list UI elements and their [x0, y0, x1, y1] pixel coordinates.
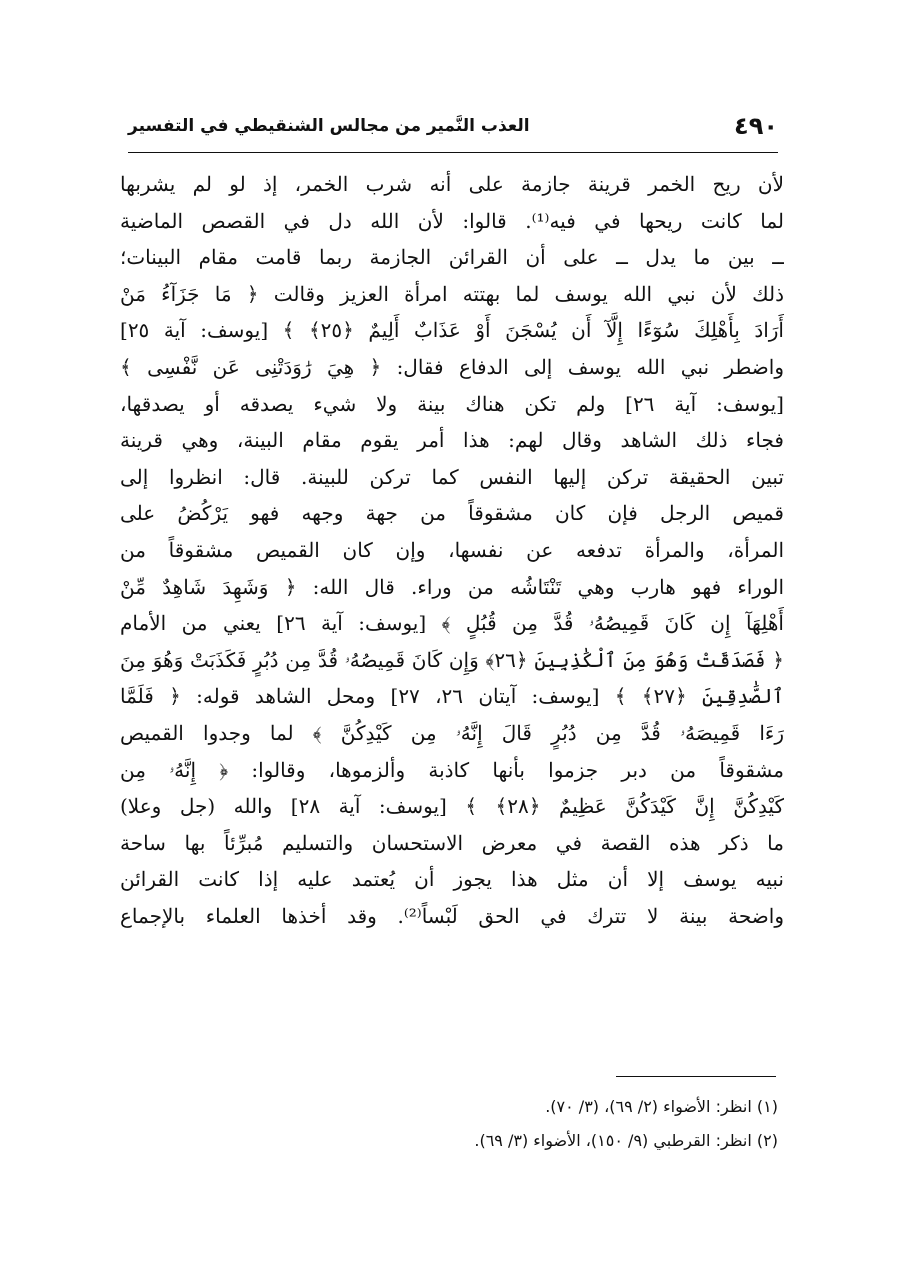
text-line: نبيه يوسف إلا أن مثل هذا يجوز أن يُعتمد عليه إذا كانت القرائن [120, 867, 784, 892]
text-line: ــ بين ما يدل ــ على أن القرائن الجازمة ربما قامت مقام البينات؛ [120, 245, 784, 270]
running-title: العذب النَّمير من مجالس الشنقيطي في التفسير [128, 116, 530, 136]
text-line: لأن ريح الخمر قرينة جازمة على أنه شرب الخمر، إذ لو لم يشربها [120, 172, 784, 196]
header-divider [128, 152, 778, 153]
text-line: مشقوقاً من دبر جزموا بأنها كاذبة وألزموها، وقالوا: ﴿ إِنَّهُۥ مِن [120, 757, 784, 782]
page-number: ٤٩٠ [734, 112, 778, 140]
text-line: ﴿ فَصَدَقَتْ وَهُوَ مِنَ ٱلْكَٰذِبِينَ ﴿٢٦﴾ وَإِن كَانَ قَمِيصُهُۥ قُدَّ مِن دُبُرٍ فَكَذَبَتْ وَهُوَ مِنَ [120, 647, 784, 672]
text-line: المرأة، والمرأة تدفعه عن نفسها، وإن كان القميص مشقوقاً من [120, 537, 784, 562]
text-line: أَرَادَ بِأَهْلِكَ سُوٓءًا إِلَّآ أَن يُسْجَنَ أَوْ عَذَابٌ أَلِيمٌ ﴿٢٥﴾ ﴾ [يوسف: آية ٢٥] [120, 318, 784, 343]
footnote: (٢) انظر: القرطبي (٩/ ١٥٠)، الأضواء (٣/ ٦٩). [474, 1131, 778, 1150]
text-line: كَيْدِكُنَّ إِنَّ كَيْدَكُنَّ عَظِيمٌ ﴿٢٨﴾ ﴾ [يوسف: آية ٢٨] والله (جل وعلا) [120, 794, 784, 819]
footnote: (١) انظر: الأضواء (٢/ ٦٩)، (٣/ ٧٠). [545, 1097, 778, 1116]
text-line: فجاء ذلك الشاهد وقال لهم: هذا أمر يقوم مقام البينة، وهي قرينة [120, 428, 784, 453]
footnote-divider [616, 1076, 776, 1077]
footnotes [200, 1090, 778, 1158]
text-line: ذلك لأن نبي الله يوسف لما بهتته امرأة العزيز وقالت ﴿ مَا جَزَآءُ مَنْ [120, 281, 784, 306]
text-line: قميص الرجل فإن كان مشقوقاً من جهة وجهه فهو يَرْكُضُ على [120, 501, 784, 526]
text-line: لما كانت ريحها في فيه⁽¹⁾. قالوا: لأن الله دل في القصص الماضية [120, 208, 784, 233]
body-text [120, 166, 784, 934]
text-line: ٱلصَّٰدِقِينَ ﴿٢٧﴾ ﴾ [يوسف: آيتان ٢٦، ٢٧] ومحل الشاهد قوله: ﴿ فَلَمَّا [120, 684, 784, 709]
page-header [128, 110, 778, 150]
text-line: واضحة بينة لا تترك في الحق لَبْساً⁽²⁾. وقد أخذها العلماء بالإجماع [120, 903, 784, 928]
text-line: واضطر نبي الله يوسف إلى الدفاع فقال: ﴿ هِيَ رَٰوَدَتْنِى عَن نَّفْسِى ﴾ [120, 354, 784, 379]
text-line: ما ذكر هذه القصة في معرض الاستحسان والتسليم مُبرِّئاً بها ساحة [120, 830, 784, 855]
text-line: تبين الحقيقة تركن إليها النفس كما تركن للبينة. قال: انظروا إلى [120, 464, 784, 489]
text-line: أَهْلِهَآ إِن كَانَ قَمِيصُهُۥ قُدَّ مِن قُبُلٍ ﴾ [يوسف: آية ٢٦] يعني من الأمام [120, 611, 784, 636]
text-line: [يوسف: آية ٢٦] ولم تكن هناك بينة ولا شيء يصدقه أو يصدقها، [120, 391, 784, 416]
text-line: رَءَا قَمِيصَهُۥ قُدَّ مِن دُبُرٍ قَالَ إِنَّهُۥ مِن كَيْدِكُنَّ ﴾ لما وجدوا القميص [120, 720, 784, 745]
text-line: الوراء فهو هارب وهي تَنْتَاشُه من وراء. قال الله: ﴿ وَشَهِدَ شَاهِدٌ مِّنْ [120, 574, 784, 599]
